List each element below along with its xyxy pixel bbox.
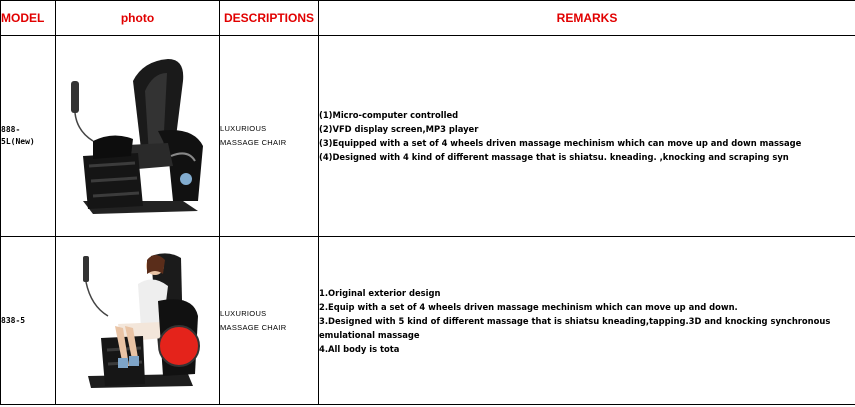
chair-black-icon xyxy=(63,51,213,221)
model-line: 5L(New) xyxy=(1,137,35,146)
description-cell xyxy=(220,237,319,405)
table-row xyxy=(1,36,855,237)
photo-cell xyxy=(56,237,220,405)
model-cell xyxy=(1,237,56,405)
description-line: MASSAGE CHAIR xyxy=(220,138,287,147)
remark-line: 2.Equip with a set of 4 wheels driven massage mechinism which can move up and down. xyxy=(319,301,738,312)
remarks-cell xyxy=(319,36,855,237)
header-row xyxy=(1,1,855,36)
remark-line: (4)Designed with 4 kind of different massage that is shiatsu. kneading. ,knocking and scraping syn xyxy=(319,152,789,162)
remark-line: (2)VFD display screen,MP3 player xyxy=(319,124,479,134)
description-line: LUXURIOUS xyxy=(220,124,267,133)
photo-cell xyxy=(56,36,220,237)
remark-line: 3.Designed with 5 kind of different massage that is shiatsu kneading,tapping.3D and knocking synchronous emulational massage xyxy=(319,315,831,340)
remark-line: 1.Original exterior design xyxy=(319,287,441,298)
header-descriptions: DESCRIPTIONS xyxy=(220,1,319,36)
model-cell xyxy=(1,36,56,237)
model-line: 888- xyxy=(1,125,21,134)
remark-line: (1)Micro-computer controlled xyxy=(319,110,459,120)
remarks-cell xyxy=(319,237,855,405)
header-photo: photo xyxy=(56,1,220,36)
model-line: 838-5 xyxy=(1,315,26,325)
table-row xyxy=(1,237,855,405)
header-remarks: REMARKS xyxy=(319,1,855,36)
header-model: MODEL xyxy=(1,1,56,36)
remark-line: (3)Equipped with a set of 4 wheels driven massage mechinism which can move up and down massage xyxy=(319,138,802,148)
description-line: LUXURIOUS xyxy=(220,308,267,318)
description-cell xyxy=(220,36,319,237)
description-line: MASSAGE CHAIR xyxy=(220,322,287,332)
chair-red-with-person-icon xyxy=(63,246,213,396)
remark-line: 4.All body is tota xyxy=(319,343,400,354)
